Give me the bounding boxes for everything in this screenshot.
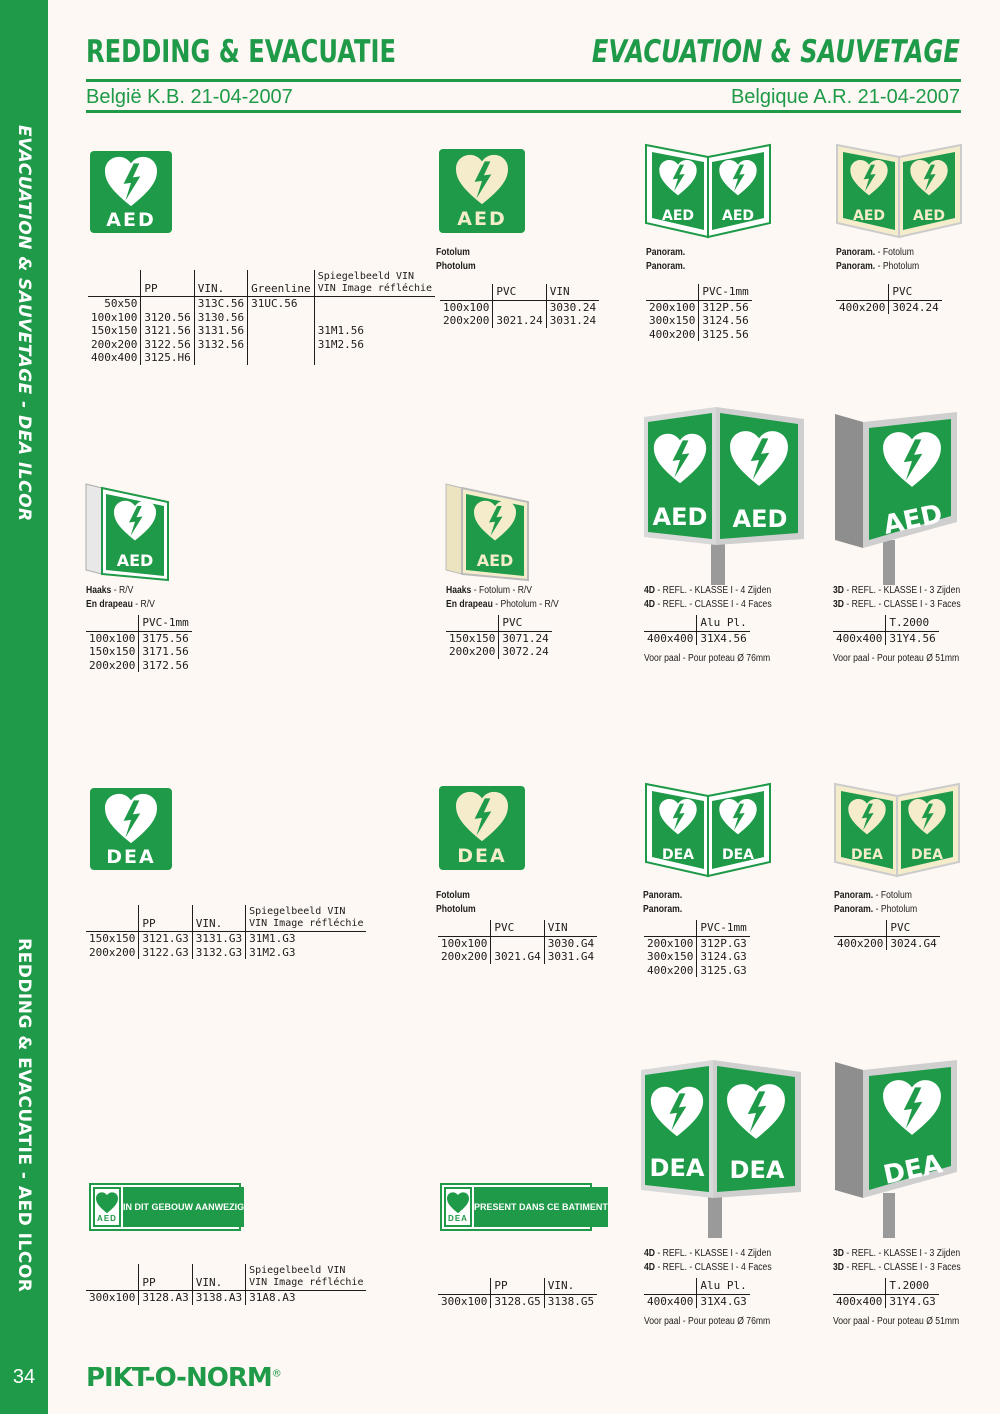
product-table-strip-fr — [438, 1278, 597, 1308]
table-cell: 3024.24 — [889, 300, 942, 314]
table-row — [88, 351, 435, 365]
table-header-cell — [438, 920, 491, 936]
page-number: 34 — [12, 1366, 36, 1388]
table-cell: 150x150 — [89, 645, 136, 658]
table-header-row — [86, 1264, 366, 1291]
table-header-cell: PP — [139, 1264, 192, 1291]
product-table-aed-3d — [833, 615, 939, 645]
sign-label: AED — [880, 499, 946, 541]
sign-label: DEA — [661, 847, 695, 863]
table-row — [646, 300, 752, 314]
table-header-cell: VIN. — [544, 1278, 597, 1294]
table-cell: 200x200 — [89, 945, 136, 959]
table-row — [836, 300, 942, 314]
table-cell: 3128.A3 — [139, 1291, 192, 1305]
sign-label: DEA — [850, 847, 884, 863]
table-cell: 3024.G4 — [887, 936, 940, 950]
caption-panoram: Panoram. Panoram. — [646, 247, 686, 272]
aed-sign-icon — [89, 150, 173, 234]
table-row — [646, 314, 752, 328]
table-row — [644, 936, 750, 950]
header-rule — [86, 79, 961, 82]
table-row — [834, 936, 940, 950]
table-cell: 200x100 — [649, 300, 696, 314]
table-cell: 3125.G3 — [697, 964, 750, 978]
table-header-cell: VIN. — [194, 270, 247, 297]
table-header-cell: VIN. — [192, 1264, 245, 1291]
table-header-row — [86, 905, 366, 932]
table-row — [86, 645, 192, 659]
table-row — [440, 300, 599, 314]
table-cell — [248, 338, 315, 352]
table-cell: 3031.G4 — [544, 950, 597, 964]
table-cell: 200x200 — [441, 950, 488, 963]
table-row — [644, 950, 750, 964]
table-row — [644, 631, 750, 645]
table-cell: 400x400 — [836, 1294, 883, 1308]
note-post-76: Voor paal - Pour poteau Ø 76mm — [644, 653, 771, 664]
table-row — [86, 631, 192, 645]
table-cell: 400x200 — [839, 300, 886, 314]
table-cell: 100x100 — [91, 310, 138, 324]
table-header-row — [834, 920, 940, 936]
aed-3d-post-sign-icon — [833, 410, 961, 585]
table-row — [438, 936, 597, 950]
table-cell — [194, 351, 247, 365]
table-cell: 312P.G3 — [697, 936, 750, 950]
table-row — [833, 631, 939, 645]
table-header-cell — [644, 1278, 697, 1294]
table-header-cell: Alu Pl. — [697, 615, 750, 631]
table-header-cell: PVC — [499, 615, 552, 631]
sign-label: AED — [476, 551, 514, 570]
table-row — [646, 328, 752, 342]
table-header-cell: T.2000 — [886, 1278, 939, 1294]
table-header-cell: Alu Pl. — [697, 1278, 750, 1294]
table-row — [86, 932, 366, 946]
table-cell — [491, 936, 544, 950]
table-header-cell: PVC-1mm — [697, 920, 750, 936]
table-cell — [314, 351, 435, 365]
table-cell: 31M2.G3 — [246, 946, 367, 960]
table-cell: 3031.24 — [546, 314, 599, 328]
table-cell: 300x150 — [647, 950, 694, 963]
aed-flag-photolum-sign-icon — [444, 482, 530, 582]
table-header-row — [86, 615, 192, 631]
table-cell: 31UC.56 — [248, 297, 315, 311]
product-table-strip-nl — [86, 1264, 366, 1305]
table-header-cell — [88, 270, 141, 297]
table-cell: 100x100 — [443, 300, 490, 314]
table-cell: 3122.G3 — [139, 946, 192, 960]
table-header-row — [440, 284, 599, 300]
sign-label: AED — [116, 551, 154, 570]
caption-panoram-dea: Panoram. Panoram. — [643, 890, 683, 915]
sign-label: DEA — [910, 847, 944, 863]
table-header-cell: T.2000 — [886, 615, 939, 631]
sign-label: DEA — [457, 845, 507, 867]
table-header-cell: PP — [491, 1278, 544, 1294]
table-row — [644, 964, 750, 978]
table-cell: 300x100 — [441, 1294, 488, 1308]
table-cell: 400x200 — [837, 936, 884, 950]
table-cell: 3128.G5 — [491, 1294, 544, 1308]
note-post-76-dea: Voor paal - Pour poteau Ø 76mm — [644, 1316, 771, 1327]
table-cell: 3130.56 — [194, 311, 247, 325]
table-cell: 150x150 — [89, 932, 136, 945]
caption-haaks: Haaks - R/V En drapeau - R/V — [86, 585, 155, 610]
product-table-dea-fotolum — [438, 920, 597, 964]
brand-logo: PIKT-O-NORM® — [86, 1363, 282, 1393]
table-header-cell: PVC-1mm — [699, 284, 752, 300]
table-cell — [141, 297, 194, 311]
strip-sign-fr — [440, 1183, 608, 1231]
sidebar — [0, 0, 48, 1414]
table-header-row — [644, 1278, 750, 1294]
table-header-row — [833, 615, 939, 631]
table-header-cell: Greenline — [248, 270, 315, 297]
caption-4d: 4D - REFL. - KLASSE I - 4 Zijden 4D - REFL. - CLASSE I - 4 Faces — [644, 585, 772, 610]
page-title-fr: EVACUATION & SAUVETAGE — [591, 34, 960, 70]
table-row — [88, 338, 435, 352]
caption-haaks-fotolum: Haaks - Fotolum - R/V En drapeau - Photolum - R/V — [446, 585, 559, 610]
table-header-cell: Spiegelbeeld VIN VIN Image réfléchie — [246, 905, 367, 932]
table-cell: 31A8.A3 — [246, 1291, 367, 1305]
table-header-cell — [438, 1278, 491, 1294]
product-table-dea-panoram-fotolum — [834, 920, 940, 950]
strip-text-nl: IN DIT GEBOUW AANWEZIG — [123, 1187, 244, 1227]
sign-label: AED — [912, 208, 946, 224]
table-cell: 3175.56 — [139, 631, 192, 645]
table-row — [438, 1294, 597, 1308]
table-cell: 150x150 — [449, 631, 496, 645]
subtitle-rule — [86, 110, 961, 113]
table-cell: 400x400 — [647, 631, 694, 645]
table-cell: 3125.56 — [699, 328, 752, 342]
table-cell: 3030.24 — [546, 300, 599, 314]
table-header-cell — [86, 615, 139, 631]
sign-label: DEA — [880, 1149, 946, 1191]
dea-panoram-sign-icon — [644, 782, 772, 878]
strip-sign-nl — [89, 1183, 245, 1231]
table-header-cell — [446, 615, 499, 631]
table-cell: 150x150 — [91, 324, 138, 337]
aed-panoram-photolum-sign-icon — [835, 143, 963, 239]
table-header-cell: PVC — [491, 920, 544, 936]
table-cell: 200x200 — [89, 658, 136, 672]
aed-panoram-sign-icon — [644, 143, 772, 239]
dea-4d-post-sign-icon — [637, 1058, 805, 1238]
aed-4d-post-sign-icon — [640, 405, 808, 585]
sign-label: DEA — [721, 847, 755, 863]
table-cell: 400x400 — [647, 1294, 694, 1308]
table-cell: 400x400 — [91, 351, 138, 364]
table-header-cell — [834, 920, 887, 936]
subtitle-nl: België K.B. 21-04-2007 — [86, 86, 293, 108]
table-cell — [493, 300, 546, 314]
product-table-aed-flag — [86, 615, 192, 672]
subtitle-fr: Belgique A.R. 21-04-2007 — [730, 86, 960, 108]
table-header-row — [644, 615, 750, 631]
product-table-aed-flag-fotolum — [446, 615, 552, 659]
table-cell: 3071.24 — [499, 631, 552, 645]
caption-fotolum-dea: Fotolum Photolum — [436, 890, 476, 915]
table-header-row — [836, 284, 942, 300]
table-header-cell — [833, 615, 886, 631]
table-cell: 3131.G3 — [192, 932, 245, 946]
table-cell: 3172.56 — [139, 659, 192, 673]
table-row — [440, 314, 599, 328]
table-cell: 400x400 — [836, 631, 883, 645]
sign-label: AED — [457, 208, 507, 230]
table-cell: 3124.G3 — [697, 950, 750, 964]
table-cell: 3132.G3 — [192, 946, 245, 960]
table-cell: 200x100 — [647, 936, 694, 950]
table-row — [833, 1294, 939, 1308]
table-header-row — [438, 1278, 597, 1294]
sign-label: AED — [106, 209, 156, 231]
table-header-cell — [644, 615, 697, 631]
table-row — [446, 645, 552, 659]
sign-label: AED — [732, 505, 788, 533]
caption-3d: 3D - REFL. - KLASSE I - 3 Zijden 3D - REFL. - CLASSE I - 3 Faces — [833, 585, 961, 610]
table-cell: 3120.56 — [141, 311, 194, 325]
sign-label: DEA — [729, 1156, 785, 1184]
dea-mini-icon: DEA — [444, 1187, 472, 1227]
table-cell: 3124.56 — [699, 314, 752, 328]
table-cell: 3030.G4 — [544, 936, 597, 950]
table-cell: 200x200 — [91, 337, 138, 351]
table-header-cell — [646, 284, 699, 300]
table-header-row — [438, 920, 597, 936]
table-header-cell: PVC — [493, 284, 546, 300]
table-header-cell: PP — [139, 905, 192, 932]
product-table-dea-3d — [833, 1278, 939, 1308]
table-cell: 200x200 — [443, 314, 490, 327]
dea-sign-icon — [89, 787, 173, 871]
table-header-cell: PVC-1mm — [139, 615, 192, 631]
product-table-aed-4d — [644, 615, 750, 645]
table-cell: 100x100 — [441, 936, 488, 950]
table-header-cell: VIN — [546, 284, 599, 300]
note-post-51-dea: Voor paal - Pour poteau Ø 51mm — [833, 1316, 960, 1327]
table-cell: 3171.56 — [139, 645, 192, 659]
table-header-cell — [440, 284, 493, 300]
sign-label: DEA — [649, 1154, 705, 1182]
table-cell: 3121.56 — [141, 324, 194, 338]
table-cell — [314, 297, 435, 311]
sign-label: AED — [652, 503, 708, 531]
aed-flag-sign-icon — [84, 482, 170, 582]
caption-panoram-fotolum-dea: Panoram. - Fotolum Panoram. - Photolum — [834, 890, 918, 915]
table-row — [88, 324, 435, 338]
table-cell: 200x200 — [449, 645, 496, 658]
table-cell: 3121.G3 — [139, 932, 192, 946]
table-header-cell — [86, 1264, 139, 1291]
product-table-aed-panoram — [646, 284, 752, 341]
table-header-cell — [644, 920, 697, 936]
product-table-dea-flat — [86, 905, 366, 959]
table-header-cell: PVC — [887, 920, 940, 936]
table-cell: 400x200 — [647, 963, 694, 977]
table-row — [88, 311, 435, 325]
table-cell — [248, 324, 315, 338]
table-cell: 300x100 — [89, 1291, 136, 1304]
table-header-row — [88, 270, 435, 297]
table-row — [446, 631, 552, 645]
table-header-cell: VIN — [544, 920, 597, 936]
caption-3d-dea: 3D - REFL. - KLASSE I - 3 Zijden 3D - REFL. - CLASSE I - 3 Faces — [833, 1248, 961, 1273]
dea-panoram-photolum-sign-icon — [833, 782, 961, 878]
table-cell: 3021.G4 — [491, 950, 544, 964]
sign-label: AED — [661, 208, 695, 224]
table-row — [86, 946, 366, 960]
table-header-cell: Spiegelbeeld VIN VIN Image réfléchie — [246, 1264, 367, 1291]
table-cell: 31X4.G3 — [697, 1294, 750, 1308]
aed-mini-icon: AED — [93, 1187, 121, 1227]
table-cell: 31Y4.G3 — [886, 1294, 939, 1308]
table-header-cell: Spiegelbeeld VIN VIN Image réfléchie — [314, 270, 435, 297]
product-table-dea-panoram — [644, 920, 750, 977]
table-row — [644, 1294, 750, 1308]
table-cell: 312P.56 — [699, 300, 752, 314]
table-cell: 313C.56 — [194, 297, 247, 311]
note-post-51: Voor paal - Pour poteau Ø 51mm — [833, 653, 960, 664]
table-row — [86, 1291, 366, 1305]
table-cell: 3021.24 — [493, 314, 546, 328]
table-cell: 3138.G5 — [544, 1294, 597, 1308]
table-cell — [314, 311, 435, 325]
product-table-dea-4d — [644, 1278, 750, 1308]
product-table-aed-fotolum — [440, 284, 599, 328]
table-cell: 3131.56 — [194, 324, 247, 338]
table-cell: 3138.A3 — [192, 1291, 245, 1305]
table-cell: 31M2.56 — [314, 338, 435, 352]
table-cell: 31Y4.56 — [886, 631, 939, 645]
table-cell: 50x50 — [104, 297, 138, 310]
sign-label: AED — [852, 208, 886, 224]
table-cell: 400x200 — [649, 327, 696, 341]
sign-label: DEA — [106, 846, 156, 868]
sidebar-text-top: EVACUATION & SAUVETAGE - DEA ILCOR — [14, 124, 34, 522]
table-cell: 100x100 — [89, 631, 136, 645]
table-header-row — [644, 920, 750, 936]
product-table-aed-panoram-fotolum — [836, 284, 942, 314]
table-cell: 3125.H6 — [141, 351, 194, 365]
table-cell: 31X4.56 — [697, 631, 750, 645]
strip-text-fr: PRESENT DANS CE BATIMENT — [474, 1187, 608, 1227]
dea-photolum-sign-icon — [438, 785, 526, 871]
caption-fotolum: Fotolum Photolum — [436, 247, 476, 272]
table-header-row — [833, 1278, 939, 1294]
page-title-nl: REDDING & EVACUATIE — [86, 34, 397, 70]
caption-4d-dea: 4D - REFL. - KLASSE I - 4 Zijden 4D - REFL. - CLASSE I - 4 Faces — [644, 1248, 772, 1273]
table-header-cell: VIN. — [192, 905, 245, 932]
dea-3d-post-sign-icon — [833, 1058, 961, 1238]
table-cell: 3122.56 — [141, 338, 194, 352]
table-header-row — [446, 615, 552, 631]
table-header-cell — [833, 1278, 886, 1294]
table-row — [86, 659, 192, 673]
table-cell: 31M1.56 — [314, 324, 435, 338]
table-row — [438, 950, 597, 964]
table-header-row — [646, 284, 752, 300]
product-table-aed-flat — [88, 270, 435, 365]
table-cell: 300x150 — [649, 314, 696, 327]
table-header-cell — [86, 905, 139, 932]
sidebar-text-bottom: REDDING & EVACUATIE - AED ILCOR — [14, 937, 34, 1293]
table-cell: 3072.24 — [499, 645, 552, 659]
table-cell — [248, 351, 315, 365]
table-row — [88, 297, 435, 311]
table-header-cell: PVC — [889, 284, 942, 300]
table-cell — [248, 311, 315, 325]
aed-photolum-sign-icon — [438, 148, 526, 234]
table-cell: 3132.56 — [194, 338, 247, 352]
sign-label: AED — [721, 208, 755, 224]
caption-panoram-fotolum: Panoram. - Fotolum Panoram. - Photolum — [836, 247, 920, 272]
table-header-cell: PP — [141, 270, 194, 297]
table-header-cell — [836, 284, 889, 300]
table-cell: 31M1.G3 — [246, 932, 367, 946]
